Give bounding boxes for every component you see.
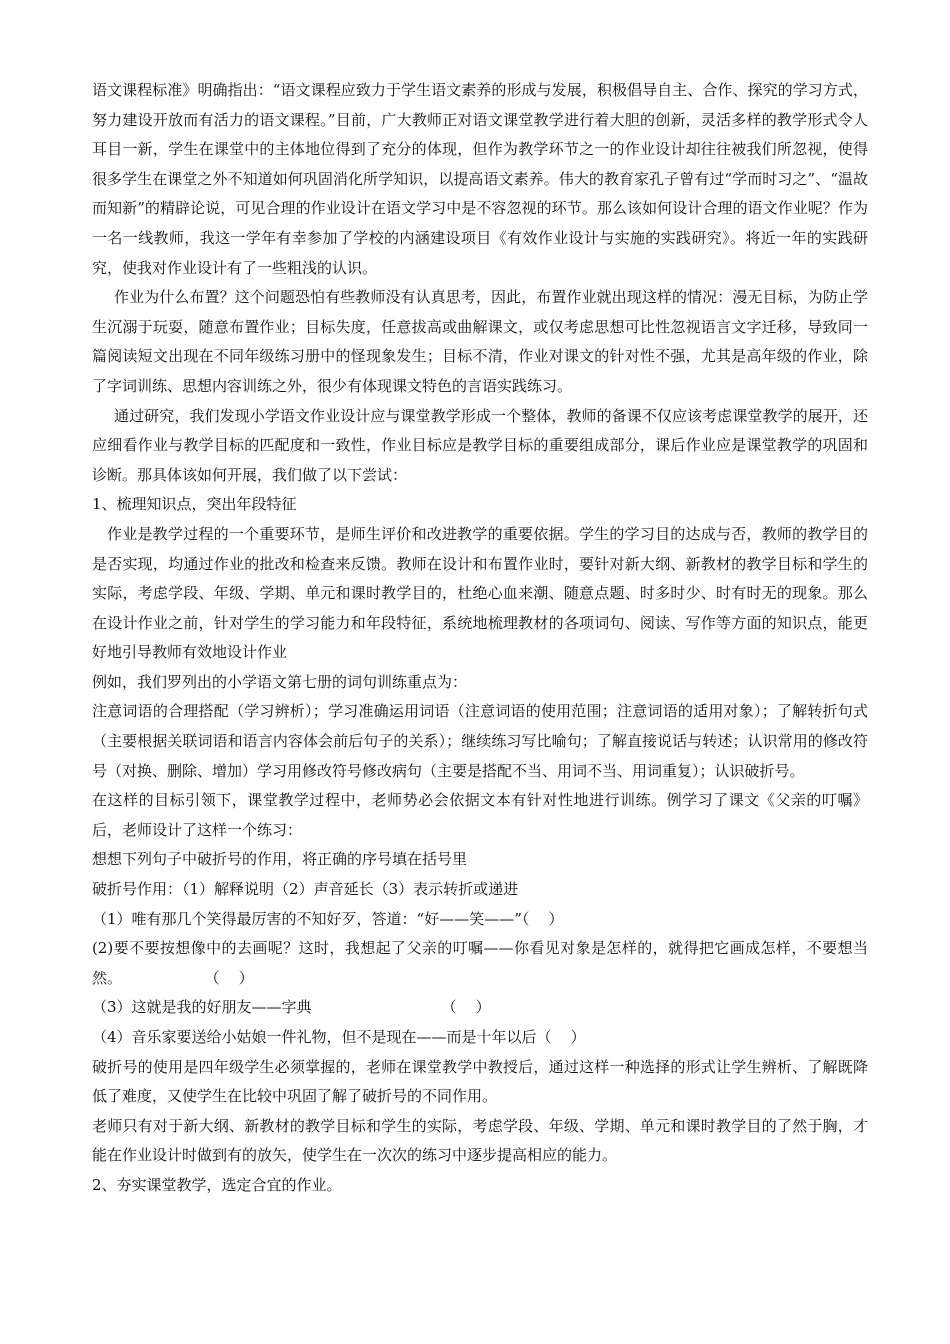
paragraph-why-homework: 作业为什么布置？这个问题恐怕有些教师没有认真思考，因此，布置作业就出现这样的情况：漫无目标，为防止学生沉溺于玩耍，随意布置作业；目标失度，任意拔高或曲解课文，或仅考虑思想可比性忽视语言文字迁移，导致同一篇阅读短文出现在不同年级练习册中的怪现象发生；目标不清，作业对课文的针对性不强，尤其是高年级的作业，除了字词训练、思想内容训练之外，很少有体现课文特色的言语实践练习。	[92, 288, 868, 395]
paragraph-homework-role: 作业是教学过程的一个重要环节，是师生评价和改进教学的重要依据。学生的学习目的达成与否，教师的教学目的是否实现，均通过作业的批改和检查来反馈。教师在设计和布置作业时，要针对新大纲、新教材的教学目标和学生的实际，考虑学段、年级、学期、单元和课时教学目的，杜绝心血来潮、随意点题、时多时少、时有时无的现象。那么在设计作业之前，针对学生的学习能力和年段特征，系统地梳理教材的各项词句、阅读、写作等方面的知识点，能更好地引导教师有效地设计作业	[92, 524, 868, 662]
exercise-question-1: （1）唯有那几个笑得最厉害的不知好歹，答道：“好——笑——”（ ）	[92, 909, 564, 928]
paragraph-example-intro: 例如，我们罗列出的小学语文第七册的词句训练重点为：	[92, 672, 468, 691]
exercise-instruction: 想想下列句子中破折号的作用，将正确的序号填在括号里	[92, 850, 468, 869]
section-heading-1: 1、梳理知识点，突出年段特征	[92, 495, 297, 514]
exercise-question-2	[92, 934, 868, 993]
exercise-question-3-blank: （ ）	[441, 998, 491, 1017]
paragraph-teacher-conclusion: 老师只有对于新大纲、新教材的教学目标和学生的实际，考虑学段、年级、学期、单元和课时教学目的了然于胸，才能在作业设计时做到有的放矢，使学生在一次次的练习中逐步提高相应的能力。	[92, 1116, 868, 1165]
document-page	[92, 76, 868, 1201]
exercise-question-3	[92, 993, 868, 1023]
exercise-question-2-blank: （ ）	[212, 968, 254, 987]
paragraph-exercise-intro: 在这样的目标引领下，课堂教学过程中，老师势必会依据文本有针对性地进行训练。例学习了课文《父亲的叮嘱》后，老师设计了这样一个练习：	[92, 791, 868, 839]
paragraph-training-points: 注意词语的合理搭配（学习辨析）；学习准确运用词语（注意词语的使用范围；注意词语的适用对象）；了解转折句式（主要根据关联词语和语言内容体会前后句子的关系）；继续练习写比喻句；了解直接说话与转述；认识常用的修改符号（对换、删除、增加）学习用修改符号修改病句（主要是搭配不当、用词不当、用词重复）；认识破折号。	[92, 702, 868, 780]
exercise-question-4: （4）音乐家要送给小姑娘一件礼物，但不是现在——而是十年以后（ ）	[92, 1028, 586, 1046]
exercise-question-2-text: (2)要不要按想像中的去画呢？这时，我想起了父亲的叮嘱——你看见对象是怎样的，就得把它画成怎样，不要想当然。	[92, 939, 868, 987]
exercise-question-3-text: （3）这就是我的好朋友——字典	[92, 998, 312, 1017]
dash-usage-list: 破折号作用：（1）解释说明（2）声音延长（3）表示转折或递进	[92, 880, 519, 899]
section-heading-2: 2、夯实课堂教学，选定合宜的作业。	[92, 1175, 342, 1194]
paragraph-research-finding: 通过研究，我们发现小学语文作业设计应与课堂教学形成一个整体，教师的备课不仅应该考虑课堂教学的展开，还应细看作业与教学目标的匹配度和一致性，作业目标应是教学目标的重要组成部分，课后作业应是课堂教学的巩固和诊断。那具体该如何开展，我们做了以下尝试：	[92, 406, 868, 484]
paragraph-dash-summary: 破折号的使用是四年级学生必须掌握的，老师在课堂教学中教授后，通过这样一种选择的形式让学生辨析、了解既降低了难度，又使学生在比较中巩固了解了破折号的不同作用。	[92, 1057, 868, 1106]
paragraph-intro: 语文课程标准》明确指出：“语文课程应致力于学生语文素养的形成与发展，积极倡导自主、合作、探究的学习方式，努力建设开放而有活力的语文课程。”目前，广大教师正对语文课堂教学进行着大胆的创新，灵活多样的教学形式令人耳目一新，学生在课堂中的主体地位得到了充分的体现，但作为教学环节之一的作业设计却往往被我们所忽视，使得很多学生在课堂之外不知道如何巩固消化所学知识，以提高语文素养。伟大的教育家孔子曾有过“学而时习之”、“温故而知新”的精辟论说，可见合理的作业设计在语文学习中是不容忽视的环节。那么该如何设计合理的语文作业呢？作为一名一线教师，我这一学年有幸参加了学校的内涵建设项目《有效作业设计与实施的实践研究》。将近一年的实践研究，使我对作业设计有了一些粗浅的认识。	[92, 81, 868, 277]
